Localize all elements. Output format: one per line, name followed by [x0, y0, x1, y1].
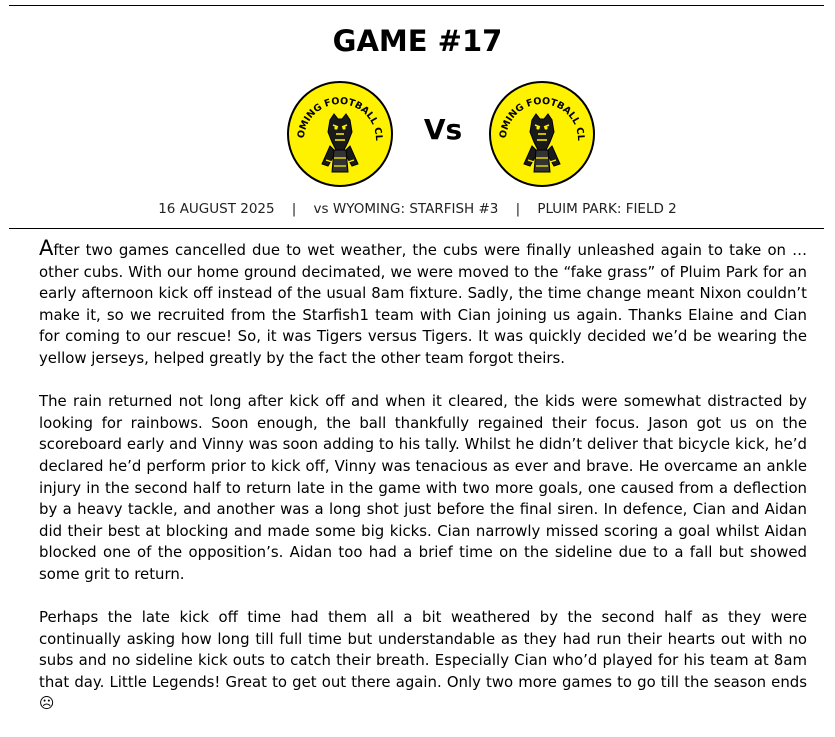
report-paragraph: After two games cancelled due to wet weather, the cubs were finally unleashed again to take on … other cubs. With our home ground decimated, we were moved to the “fake grass” of Pluim Park for an early afternoon kick off instead of the usual 8am fixture. Sadly, the time change meant Nixon couldn’t make it, so we recruited from the Starfish1 team with Cian joining us again. Thanks Elaine and Cian for coming to our rescue! So, it was Tigers versus Tigers. It was quickly decided we’d be wearing the yellow jerseys, helped greatly by the fact the other team forgot theirs.	[39, 236, 807, 367]
page-title: GAME #17	[332, 24, 503, 58]
home-team-logo	[286, 80, 394, 188]
separator: |	[291, 201, 297, 217]
separator: |	[515, 201, 521, 217]
tiger-crest-icon	[286, 80, 394, 188]
tiger-crest-icon	[488, 80, 596, 188]
match-venue: PLUIM PARK: FIELD 2	[537, 201, 677, 217]
top-divider	[9, 5, 824, 6]
match-report	[39, 238, 807, 737]
logo-text: OMING FOOTBALL CL	[497, 95, 587, 141]
logo-text: OMING FOOTBALL CL	[295, 95, 385, 141]
versus-label: Vs	[423, 113, 463, 146]
header-divider	[9, 228, 824, 229]
first-letter: A	[39, 236, 54, 260]
report-paragraph: Perhaps the late kick off time had them all a bit weathered by the second half as they were continually asking how long till full time but understandable as they had run their hearts out with no subs and no sideline kick outs to catch their breath. Especially Cian who’d played for his team at 8am that day. Little Legends! Great to get out there again. Only two more games to go till the season ends ☹	[39, 608, 807, 713]
match-opponent: vs WYOMING: STARFISH #3	[313, 201, 499, 217]
match-info-line	[0, 201, 835, 217]
away-team-logo	[488, 80, 596, 188]
report-paragraph: The rain returned not long after kick off and when it cleared, the kids were somewhat distracted by looking for rainbows. Soon enough, the ball thankfully regained their focus. Jason got us on the scoreboard early and Vinny was soon adding to his tally. Whilst he didn’t deliver that bicycle kick, he’d declared he’d perform prior to kick off, Vinny was tenacious as ever and brave. He overcame an ankle injury in the second half to return late in the game with two more goals, one caused from a deflection by a heavy tackle, and another was a long shot just before the final siren. In defence, Cian and Aidan did their best at blocking and made some big kicks. Cian narrowly missed scoring a goal whilst Aidan blocked one of the opposition’s. Aidan too had a brief time on the sideline due to a fall but showed some grit to return.	[39, 392, 807, 583]
match-date: 16 AUGUST 2025	[158, 201, 275, 217]
